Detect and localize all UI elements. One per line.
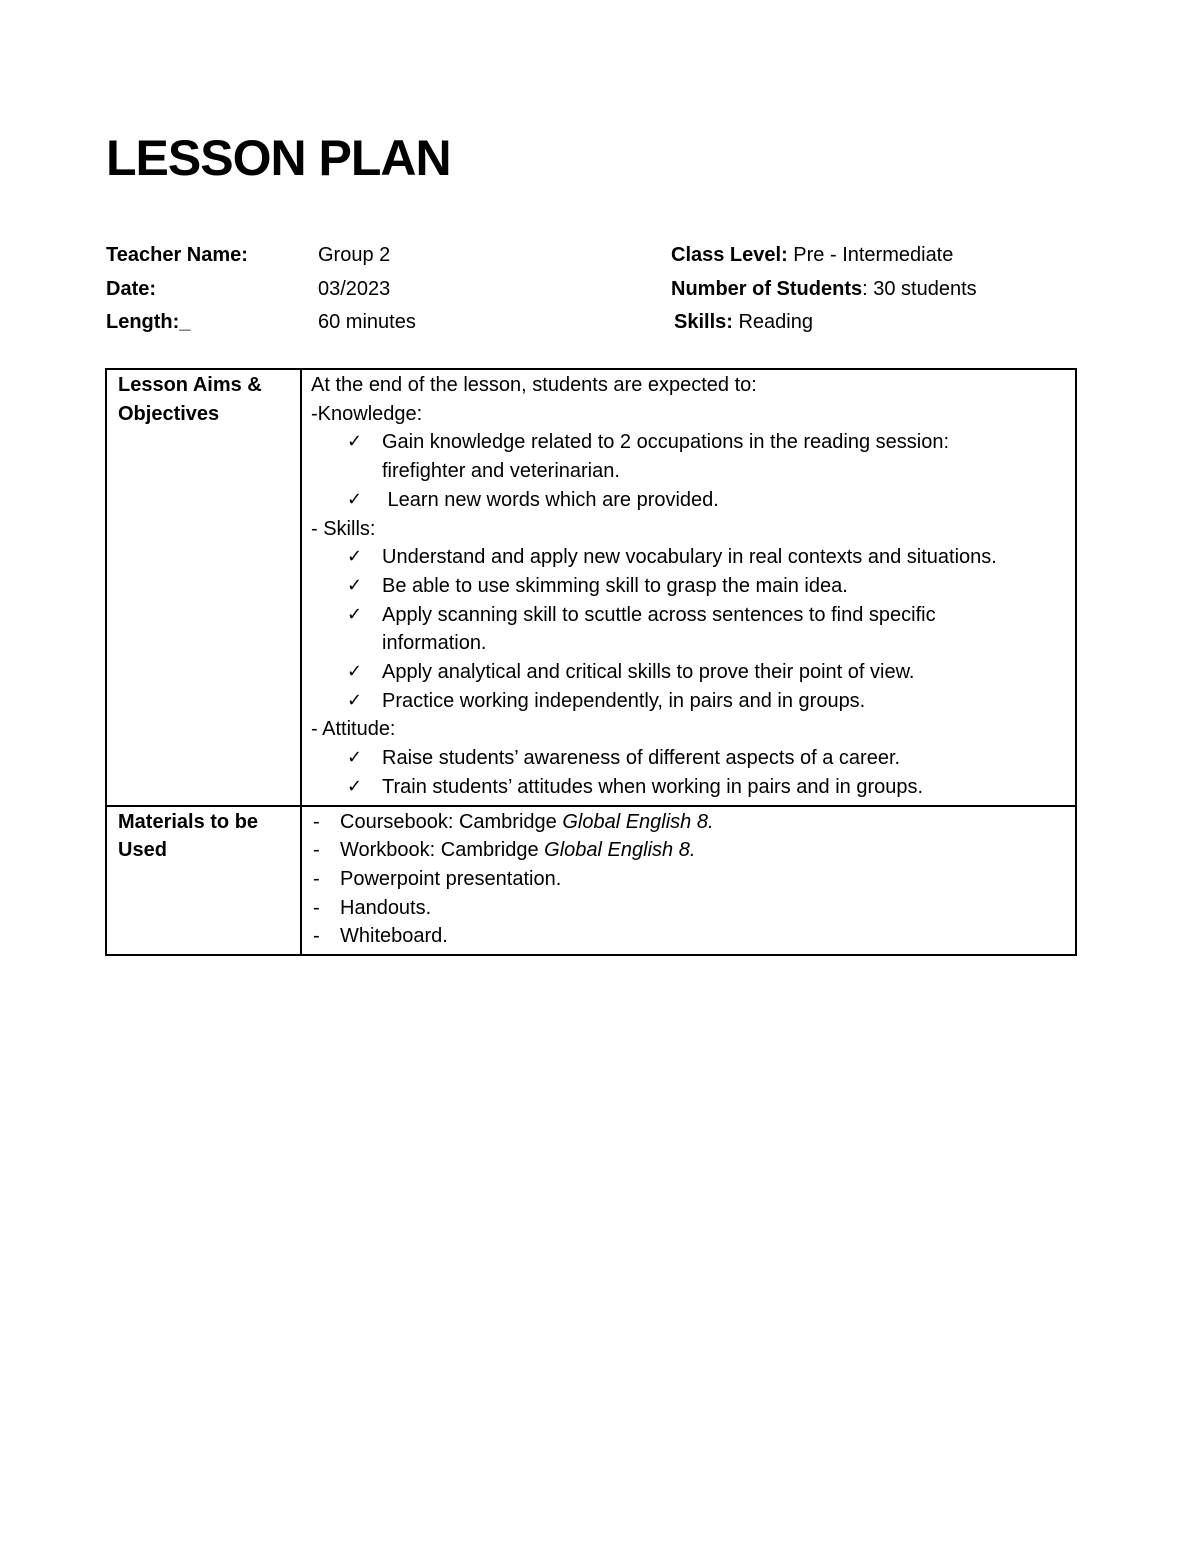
aims-label-line-2: Objectives	[118, 402, 220, 425]
table-row-materials	[106, 806, 1076, 956]
length-label: Length:_	[106, 311, 191, 333]
class-level-label: Class Level:	[671, 244, 788, 266]
aims-content-cell	[301, 369, 1076, 806]
checkmark-icon: ✓	[347, 603, 363, 625]
list-item: ✓ Apply analytical and critical skills to prove their point of view.	[311, 658, 1069, 687]
materials-label-line-2: Used	[118, 839, 167, 862]
table-row-aims	[106, 369, 1076, 806]
skills-value: Reading	[738, 311, 813, 333]
materials-label-line-1: Materials to be	[118, 810, 259, 833]
list-item: ✓ Gain knowledge related to 2 occupations in the reading session:	[311, 428, 1069, 457]
aims-label-line-1: Lesson Aims &	[118, 374, 262, 396]
aims-label-cell	[106, 369, 301, 806]
checkmark-icon: ✓	[347, 574, 363, 596]
list-item-continuation: firefighter and veterinarian.	[382, 460, 620, 483]
checkmark-icon: ✓	[347, 747, 363, 769]
checkmark-icon: ✓	[347, 546, 363, 568]
class-level	[671, 243, 953, 267]
teacher-name-label: Teacher Name:	[106, 244, 248, 266]
skills-label: Skills:	[674, 311, 733, 333]
list-item: - Handouts.	[313, 896, 432, 919]
date-label: Date:	[106, 278, 157, 300]
knowledge-heading: -Knowledge:	[311, 402, 423, 425]
checkmark-icon: ✓	[347, 775, 363, 797]
checkmark-icon: ✓	[347, 488, 363, 510]
lesson-plan-table	[105, 368, 1077, 956]
list-item: ✓ Be able to use skimming skill to grasp the main idea.	[311, 572, 1069, 601]
date-value: 03/2023	[318, 278, 391, 300]
checkmark-icon: ✓	[347, 431, 363, 453]
list-item: - Workbook: Cambridge Global English 8.	[313, 839, 696, 862]
number-of-students: Number of Students: 30 students	[671, 278, 977, 300]
skills-heading: - Skills:	[311, 517, 376, 540]
number-of-students-label: Number of Students	[671, 278, 863, 300]
attitude-heading: - Attitude:	[311, 718, 396, 741]
list-item: - Powerpoint presentation.	[313, 867, 562, 890]
list-item-continuation: information.	[382, 632, 487, 655]
teacher-name-value: Group 2	[318, 244, 391, 266]
list-item: ✓ Practice working independently, in pairs and in groups.	[311, 687, 1069, 716]
list-item: ✓ Raise students’ awareness of different aspects of a career.	[311, 744, 1069, 773]
aims-intro: At the end of the lesson, students are expected to:	[311, 374, 757, 396]
length-value: 60 minutes	[318, 311, 416, 333]
checkmark-icon: ✓	[347, 661, 363, 683]
list-item: ✓ Understand and apply new vocabulary in real contexts and situations.	[311, 543, 1069, 572]
list-item: ✓ Apply scanning skill to scuttle across sentences to find specific	[311, 601, 1069, 630]
materials-label-cell	[106, 806, 301, 956]
list-item: - Whiteboard.	[313, 925, 448, 948]
list-item: ✓ Learn new words which are provided.	[311, 486, 1069, 515]
list-item: ✓ Train students’ attitudes when working in pairs and in groups.	[311, 773, 1069, 802]
checkmark-icon: ✓	[347, 689, 363, 711]
page-title: LESSON PLAN	[106, 130, 451, 186]
number-of-students-value: 30 students	[873, 278, 977, 300]
list-item: - Coursebook: Cambridge Global English 8.	[313, 810, 714, 833]
materials-content-cell	[301, 806, 1076, 956]
skills	[674, 310, 813, 334]
class-level-value: Pre - Intermediate	[793, 244, 954, 266]
